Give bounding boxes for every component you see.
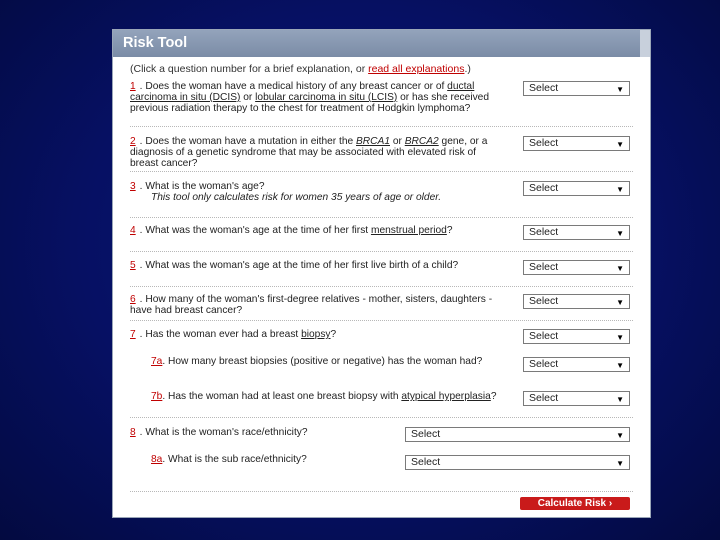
- question-8-number[interactable]: 8: [130, 427, 136, 438]
- select-text: Select: [529, 82, 559, 94]
- lcis-link[interactable]: lobular carcinoma in situ (LCIS): [255, 92, 398, 103]
- question-7-number[interactable]: 7: [130, 329, 136, 340]
- question-7a: 7a. How many breast biopsies (positive or negative) has the woman had?: [151, 356, 483, 367]
- q2-text-c: gene, or a diagnosis of a genetic syndrome that may be associated with elevated risk of breast cancer?: [130, 136, 488, 169]
- question-7a-select[interactable]: [523, 357, 630, 372]
- select-text: Select: [529, 137, 559, 149]
- menstrual-period-link[interactable]: menstrual period: [370, 225, 447, 236]
- question-4: 4 . What was the woman's age at the time of her first menstrual period?: [130, 225, 453, 236]
- dropdown-arrow-icon: ▼: [616, 459, 624, 468]
- q3-text: What is the woman's age?: [145, 181, 265, 192]
- question-7-select[interactable]: [523, 329, 630, 344]
- divider: [130, 417, 633, 418]
- select-text: Select: [411, 456, 441, 468]
- intro-suffix: .): [464, 63, 471, 75]
- q3-note: This tool only calculates risk for women 35 years of age or older.: [151, 192, 442, 203]
- question-8a-number[interactable]: 8a: [151, 454, 163, 465]
- dropdown-arrow-icon: ▼: [616, 333, 624, 342]
- question-6-number[interactable]: 6: [130, 294, 136, 305]
- q4-text-b: ?: [446, 225, 453, 236]
- intro-prefix: (Click a question number for a brief explanation, or: [130, 63, 369, 75]
- question-8-select[interactable]: [405, 427, 630, 442]
- question-8a: 8a. What is the sub race/ethnicity?: [151, 454, 307, 465]
- dropdown-arrow-icon: ▼: [616, 264, 624, 273]
- dropdown-arrow-icon: ▼: [616, 298, 624, 307]
- question-7b-select[interactable]: [523, 391, 630, 406]
- q8-text: What is the woman's race/ethnicity?: [145, 427, 308, 438]
- select-text: Select: [529, 261, 559, 273]
- q1-text-b: or: [240, 92, 256, 103]
- divider: [130, 217, 633, 218]
- question-3-number[interactable]: 3: [130, 181, 136, 192]
- atypical-hyperplasia-link[interactable]: atypical hyperplasia: [401, 391, 491, 402]
- dropdown-arrow-icon: ▼: [616, 85, 624, 94]
- question-2: 2 . Does the woman have a mutation in either the BRCA1 or BRCA2 gene, or a diagnosis of a genetic syndrome that may be associated with elevated risk of breast cancer?: [130, 136, 488, 169]
- divider: [130, 251, 633, 252]
- select-text: Select: [411, 428, 441, 440]
- brca2-link[interactable]: BRCA2: [404, 136, 439, 147]
- question-7: 7 . Has the woman ever had a breast biopsy?: [130, 329, 337, 340]
- dropdown-arrow-icon: ▼: [616, 140, 624, 149]
- q7b-text-a: Has the woman had at least one breast biopsy with: [168, 391, 402, 402]
- select-text: Select: [529, 295, 559, 307]
- question-5-select[interactable]: [523, 260, 630, 275]
- select-text: Select: [529, 392, 559, 404]
- q7b-text-b: ?: [490, 391, 497, 402]
- question-4-number[interactable]: 4: [130, 225, 136, 236]
- q4-text-a: What was the woman's age at the time of her first: [145, 225, 371, 236]
- question-6: 6 . How many of the woman's first-degree relatives - mother, sisters, daughters - have had breast cancer?: [130, 294, 493, 316]
- question-8: 8 . What is the woman's race/ethnicity?: [130, 427, 308, 438]
- dropdown-arrow-icon: ▼: [616, 395, 624, 404]
- brca1-link[interactable]: BRCA1: [356, 136, 390, 147]
- select-text: Select: [529, 330, 559, 342]
- q1-text-c: or has she received previous radiation therapy to the chest for treatment of Hodgkin lymphoma?: [130, 92, 490, 114]
- question-2-select[interactable]: [523, 136, 630, 151]
- dropdown-arrow-icon: ▼: [616, 361, 624, 370]
- dropdown-arrow-icon: ▼: [616, 431, 624, 440]
- q6-text: How many of the woman's first-degree relatives - mother, sisters, daughters - have had breast cancer?: [130, 294, 493, 316]
- divider: [130, 171, 633, 172]
- select-text: Select: [529, 358, 559, 370]
- calculate-risk-button[interactable]: Calculate Risk ›: [520, 497, 630, 510]
- question-5: 5 . What was the woman's age at the time of her first live birth of a child?: [130, 260, 459, 271]
- q7-text-b: ?: [330, 329, 337, 340]
- panel-title: Risk Tool: [113, 30, 650, 57]
- q7-text-a: Has the woman ever had a breast: [145, 329, 302, 340]
- risk-tool-panel: [112, 29, 651, 518]
- q5-text: What was the woman's age at the time of her first live birth of a child?: [145, 260, 459, 271]
- divider: [130, 491, 633, 492]
- question-3: 3 . What is the woman's age? This tool only calculates risk for women 35 years of age or older.: [130, 181, 442, 203]
- question-1: 1 . Does the woman have a medical history of any breast cancer or of ductal carcinoma in situ (DCIS) or lobular carcinoma in situ (LCIS) or has she received previous radiation therapy to the chest for treatment of Hodgkin lymphoma?: [130, 81, 490, 114]
- question-1-number[interactable]: 1: [130, 81, 136, 92]
- question-8a-select[interactable]: [405, 455, 630, 470]
- question-7a-number[interactable]: 7a: [151, 356, 163, 367]
- q8a-text: What is the sub race/ethnicity?: [168, 454, 307, 465]
- question-6-select[interactable]: [523, 294, 630, 309]
- question-1-select[interactable]: [523, 81, 630, 96]
- question-5-number[interactable]: 5: [130, 260, 136, 271]
- q1-text-a: Does the woman have a medical history of any breast cancer or of: [145, 81, 448, 92]
- dropdown-arrow-icon: ▼: [616, 185, 624, 194]
- question-7b-number[interactable]: 7b: [151, 391, 163, 402]
- dcis-link[interactable]: ductal carcinoma in situ (DCIS): [130, 81, 475, 103]
- question-3-select[interactable]: [523, 181, 630, 196]
- q2-text-a: Does the woman have a mutation in either the: [145, 136, 357, 147]
- q2-text-b: or: [390, 136, 405, 147]
- dropdown-arrow-icon: ▼: [616, 229, 624, 238]
- question-2-number[interactable]: 2: [130, 136, 136, 147]
- divider: [130, 286, 633, 287]
- divider: [130, 320, 633, 321]
- q7a-text: How many breast biopsies (positive or negative) has the woman had?: [168, 356, 483, 367]
- question-7b: 7b. Has the woman had at least one breast biopsy with atypical hyperplasia?: [151, 391, 497, 402]
- biopsy-link[interactable]: biopsy: [301, 329, 331, 340]
- select-text: Select: [529, 226, 559, 238]
- select-text: Select: [529, 182, 559, 194]
- divider: [130, 126, 633, 127]
- intro-text: [130, 63, 471, 75]
- question-4-select[interactable]: [523, 225, 630, 240]
- titlebar-edge: [640, 30, 650, 57]
- read-all-explanations-link[interactable]: read all explanations: [368, 63, 465, 75]
